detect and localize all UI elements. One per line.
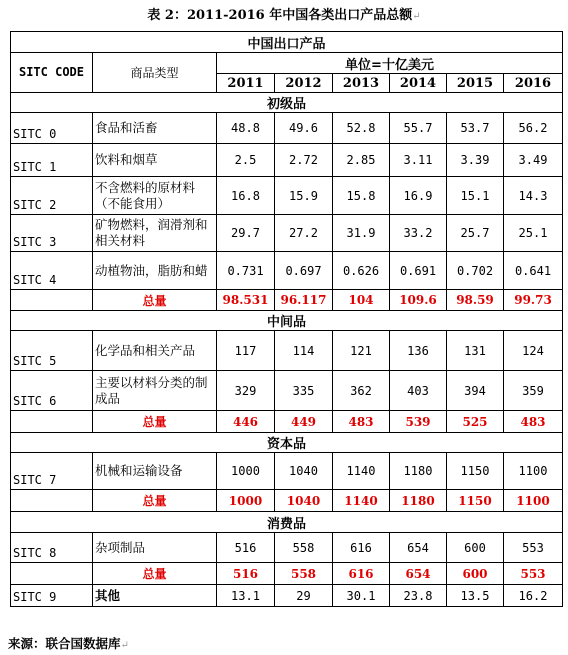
row-code: SITC 8	[11, 533, 93, 563]
cell-value: 16.2	[504, 585, 563, 607]
row-name: 主要以材料分类的制成品	[93, 371, 217, 411]
cell-value: 2.72	[275, 144, 333, 177]
cell-value: 335	[275, 371, 333, 411]
header-main: 中国出口产品	[11, 32, 563, 53]
cell-value: 15.1	[447, 177, 504, 215]
title-text: 表 2：2011-2016 年中国各类出口产品总额	[147, 8, 413, 23]
cell-value: 136	[390, 331, 447, 371]
cell-value: 654	[390, 533, 447, 563]
cell-value: 616	[333, 533, 390, 563]
total-value: 1140	[333, 490, 390, 512]
row-code: SITC 9	[11, 585, 93, 607]
row-name: 不含燃料的原材料（不能食用）	[93, 177, 217, 215]
cell-value: 1150	[447, 453, 504, 490]
cell-value: 56.2	[504, 113, 563, 144]
total-value: 1100	[504, 490, 563, 512]
cell-value: 13.1	[217, 585, 275, 607]
cell-value: 1180	[390, 453, 447, 490]
cell-value: 2.85	[333, 144, 390, 177]
cell-value: 0.641	[504, 252, 563, 290]
cell-value: 516	[217, 533, 275, 563]
cell-value: 3.39	[447, 144, 504, 177]
header-code: SITC CODE	[11, 53, 93, 93]
total-label: 总量	[93, 411, 217, 433]
cell-value: 31.9	[333, 215, 390, 252]
cell-value: 52.8	[333, 113, 390, 144]
cell-value: 14.3	[504, 177, 563, 215]
row-code: SITC 7	[11, 453, 93, 490]
row-code: SITC 4	[11, 252, 93, 290]
row-code: SITC 5	[11, 331, 93, 371]
section-intermediate: 中间品	[11, 311, 563, 331]
total-value: 98.531	[217, 290, 275, 311]
cell-value: 3.49	[504, 144, 563, 177]
row-name: 饮料和烟草	[93, 144, 217, 177]
cell-value: 15.8	[333, 177, 390, 215]
year-2015: 2015	[447, 74, 504, 93]
cell-value: 3.11	[390, 144, 447, 177]
section-capital: 资本品	[11, 433, 563, 453]
total-row	[11, 490, 563, 512]
cell-value: 16.8	[217, 177, 275, 215]
total-value: 109.6	[390, 290, 447, 311]
total-value: 516	[217, 563, 275, 585]
row-name: 机械和运输设备	[93, 453, 217, 490]
table-row	[11, 331, 563, 371]
table-row	[11, 585, 563, 607]
total-value: 616	[333, 563, 390, 585]
table-row	[11, 533, 563, 563]
source-note	[8, 634, 129, 652]
header-unit-row	[11, 53, 563, 74]
cell-value: 23.8	[390, 585, 447, 607]
total-value: 539	[390, 411, 447, 433]
total-value: 99.73	[504, 290, 563, 311]
year-2014: 2014	[390, 74, 447, 93]
total-row	[11, 411, 563, 433]
total-value: 1040	[275, 490, 333, 512]
cell-value: 121	[333, 331, 390, 371]
cell-value: 553	[504, 533, 563, 563]
cell-value: 53.7	[447, 113, 504, 144]
row-name: 矿物燃料，润滑剂和相关材料	[93, 215, 217, 252]
row-name: 杂项制品	[93, 533, 217, 563]
table-row	[11, 371, 563, 411]
cell-value: 25.7	[447, 215, 504, 252]
cell-value: 0.691	[390, 252, 447, 290]
table-title	[0, 4, 568, 23]
cell-value: 1040	[275, 453, 333, 490]
cell-value: 558	[275, 533, 333, 563]
cell-value: 117	[217, 331, 275, 371]
total-value: 1150	[447, 490, 504, 512]
cell-value: 114	[275, 331, 333, 371]
total-value: 1000	[217, 490, 275, 512]
total-value: 525	[447, 411, 504, 433]
cell-value: 48.8	[217, 113, 275, 144]
total-label: 总量	[93, 563, 217, 585]
export-table	[10, 31, 563, 607]
cell-value: 13.5	[447, 585, 504, 607]
cell-value: 329	[217, 371, 275, 411]
cell-value: 131	[447, 331, 504, 371]
total-row	[11, 290, 563, 311]
row-name: 化学品和相关产品	[93, 331, 217, 371]
total-value: 654	[390, 563, 447, 585]
total-row	[11, 563, 563, 585]
return-mark-icon: ↵	[412, 11, 421, 22]
cell-value: 16.9	[390, 177, 447, 215]
header-main-row	[11, 32, 563, 53]
table-row	[11, 453, 563, 490]
row-code: SITC 3	[11, 215, 93, 252]
cell-value: 2.5	[217, 144, 275, 177]
row-code: SITC 1	[11, 144, 93, 177]
cell-value: 124	[504, 331, 563, 371]
table-row	[11, 144, 563, 177]
total-value: 98.59	[447, 290, 504, 311]
cell-value: 25.1	[504, 215, 563, 252]
table-row	[11, 252, 563, 290]
table-row	[11, 177, 563, 215]
cell-value: 600	[447, 533, 504, 563]
total-value: 1180	[390, 490, 447, 512]
year-2016: 2016	[504, 74, 563, 93]
cell-value: 29	[275, 585, 333, 607]
year-2012: 2012	[275, 74, 333, 93]
cell-value: 15.9	[275, 177, 333, 215]
row-code: SITC 0	[11, 113, 93, 144]
cell-value: 1100	[504, 453, 563, 490]
header-unit: 单位=十亿美元	[217, 53, 563, 74]
total-value: 553	[504, 563, 563, 585]
total-value: 483	[504, 411, 563, 433]
table-row	[11, 215, 563, 252]
header-type: 商品类型	[93, 53, 217, 93]
cell-value: 362	[333, 371, 390, 411]
year-2013: 2013	[333, 74, 390, 93]
section-consumer: 消费品	[11, 512, 563, 533]
cell-value: 55.7	[390, 113, 447, 144]
cell-value: 0.702	[447, 252, 504, 290]
total-value: 104	[333, 290, 390, 311]
total-label: 总量	[93, 290, 217, 311]
cell-value: 0.626	[333, 252, 390, 290]
cell-value: 49.6	[275, 113, 333, 144]
row-name: 其他	[93, 585, 217, 607]
row-name: 动植物油，脂肪和蜡	[93, 252, 217, 290]
cell-value: 27.2	[275, 215, 333, 252]
cell-value: 0.731	[217, 252, 275, 290]
year-2011: 2011	[217, 74, 275, 93]
cell-value: 403	[390, 371, 447, 411]
total-value: 449	[275, 411, 333, 433]
total-value: 96.117	[275, 290, 333, 311]
row-code: SITC 2	[11, 177, 93, 215]
total-value: 483	[333, 411, 390, 433]
total-value: 558	[275, 563, 333, 585]
row-code: SITC 6	[11, 371, 93, 411]
total-label: 总量	[93, 490, 217, 512]
table-row	[11, 113, 563, 144]
cell-value: 0.697	[275, 252, 333, 290]
total-value: 446	[217, 411, 275, 433]
cell-value: 359	[504, 371, 563, 411]
return-mark-icon: ↵	[120, 640, 129, 651]
row-name: 食品和活畜	[93, 113, 217, 144]
total-value: 600	[447, 563, 504, 585]
section-primary: 初级品	[11, 93, 563, 113]
cell-value: 29.7	[217, 215, 275, 252]
cell-value: 33.2	[390, 215, 447, 252]
cell-value: 1000	[217, 453, 275, 490]
cell-value: 394	[447, 371, 504, 411]
cell-value: 1140	[333, 453, 390, 490]
cell-value: 30.1	[333, 585, 390, 607]
source-text: 来源：联合国数据库	[8, 636, 121, 651]
